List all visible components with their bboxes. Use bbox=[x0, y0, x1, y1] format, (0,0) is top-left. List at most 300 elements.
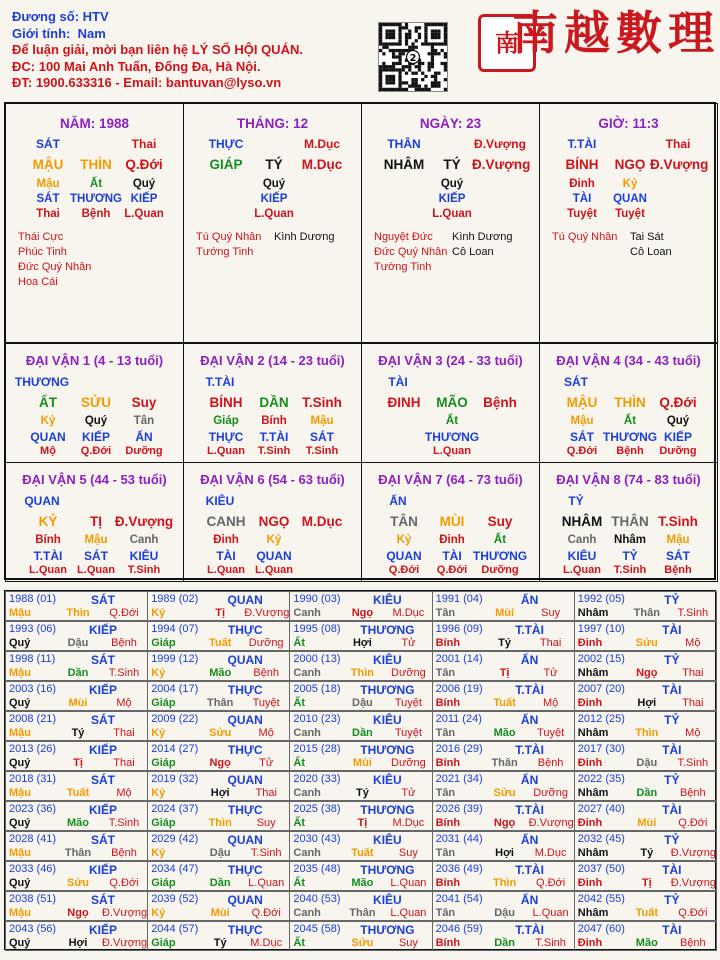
year-stem: Nhâm bbox=[577, 607, 609, 619]
year-stem: Quý bbox=[9, 697, 31, 709]
year-god: THỰC bbox=[227, 623, 263, 637]
year-stem: Tân bbox=[435, 787, 456, 799]
year-branch: Mão bbox=[493, 727, 516, 739]
year-god: THỰC bbox=[227, 743, 263, 757]
year-stage: Q.Đới bbox=[678, 907, 708, 919]
year-branch: Dần bbox=[636, 787, 658, 799]
year-cell bbox=[147, 831, 290, 861]
chart-grid bbox=[4, 102, 716, 580]
dai-van-hidden: Canh bbox=[129, 534, 159, 546]
star-item: Đức Quý Nhân bbox=[374, 246, 448, 258]
year-stem: Kỷ bbox=[151, 607, 166, 619]
year-cell bbox=[432, 891, 575, 921]
year-cell bbox=[432, 771, 575, 801]
contact-line-2: ĐC: 100 Mai Anh Tuấn, Đống Đa, Hà Nội. bbox=[12, 58, 261, 74]
year-god: THƯƠNG bbox=[360, 743, 415, 757]
year-god: ẤN bbox=[520, 593, 539, 607]
year-stage: L.Quan bbox=[390, 907, 427, 919]
dai-van-stages: T.Sinh bbox=[613, 564, 647, 576]
year-stage: Thai bbox=[682, 697, 704, 709]
year-stem: Tân bbox=[435, 847, 456, 859]
year-branch: Hợi bbox=[352, 637, 372, 649]
year-stage: L.Quan bbox=[532, 907, 569, 919]
stars-left bbox=[18, 230, 91, 290]
year-stem: Bính bbox=[435, 817, 461, 829]
year-branch: Dậu bbox=[67, 637, 89, 649]
year-cell bbox=[147, 741, 290, 771]
year-cell bbox=[147, 711, 290, 741]
pillar-value: Đ.Vượng bbox=[472, 157, 531, 172]
pillar-value: MẬU bbox=[32, 157, 64, 172]
year-label: 2020 (33) bbox=[293, 773, 341, 785]
dai-van-cell bbox=[361, 343, 540, 463]
year-god: SÁT bbox=[91, 713, 115, 727]
year-stem: Canh bbox=[293, 787, 321, 799]
year-branch: Sửu bbox=[66, 877, 90, 889]
dai-van-gods: QUAN bbox=[30, 430, 66, 444]
year-label: 2011 (24) bbox=[435, 713, 482, 725]
year-god: T.TÀI bbox=[515, 683, 544, 697]
dai-van-stages: Bệnh bbox=[664, 564, 692, 576]
year-stage: Tuyệt bbox=[394, 727, 422, 739]
year-branch: Hợi bbox=[68, 937, 88, 949]
year-branch: Mùi bbox=[495, 607, 515, 619]
dai-van-stages: L.Quan bbox=[255, 564, 293, 576]
pillar-title: GIỜ: 11:3 bbox=[598, 116, 659, 131]
year-stage: Dưỡng bbox=[391, 757, 426, 769]
dai-van-stages: Mộ bbox=[40, 445, 56, 457]
pillar-value: SÁT bbox=[36, 137, 60, 151]
year-label: 1996 (09) bbox=[435, 623, 483, 635]
pillar-title: NĂM: 1988 bbox=[59, 116, 130, 131]
dai-van-hidden: Tân bbox=[133, 415, 155, 427]
dai-van-row2: TỊ bbox=[90, 514, 102, 529]
dai-van-stages: Q.Đới bbox=[566, 445, 598, 457]
dai-van-hidden: Bính bbox=[35, 534, 61, 546]
pillar-value: Thai bbox=[36, 208, 60, 220]
dai-van-gods: THƯƠNG bbox=[472, 549, 528, 563]
year-stage: T.Sinh bbox=[677, 607, 709, 619]
dai-van-row2: Đ.Vượng bbox=[114, 514, 174, 529]
dai-van-row2: ẤT bbox=[39, 395, 57, 410]
dai-van-hidden: Kỷ bbox=[396, 534, 412, 546]
pillar-value: Q.Đới bbox=[125, 157, 163, 172]
qr-code-icon[interactable] bbox=[378, 22, 448, 92]
year-cell bbox=[574, 891, 717, 921]
year-label: 2002 (15) bbox=[577, 653, 625, 665]
year-god: KIẾP bbox=[88, 743, 117, 757]
year-stage: Đ.Vượng bbox=[244, 607, 290, 619]
year-branch: Tuất bbox=[66, 787, 90, 799]
year-cell bbox=[5, 771, 148, 801]
year-stage: Đ.Vượng bbox=[670, 847, 716, 859]
year-label: 2038 (51) bbox=[9, 893, 57, 905]
pillar-value: NHÂM bbox=[383, 157, 425, 172]
dai-van-row2: BÍNH bbox=[209, 395, 243, 410]
year-stem: Bính bbox=[435, 937, 461, 949]
year-branch: Thân bbox=[491, 757, 518, 769]
stars-right bbox=[274, 230, 334, 245]
dai-van-title: ĐẠI VẬN 8 (74 - 83 tuổi) bbox=[556, 472, 701, 487]
dai-van-stages: T.Sinh bbox=[305, 445, 339, 457]
star-item: Cô Loan bbox=[630, 246, 672, 258]
year-cell bbox=[147, 591, 290, 621]
year-branch: Mão bbox=[209, 667, 232, 679]
star-item: Tai Sát bbox=[630, 231, 664, 243]
year-label: 2035 (48) bbox=[293, 863, 341, 875]
year-stage: M.Dục bbox=[392, 607, 425, 619]
year-cell bbox=[574, 921, 717, 951]
year-stem: Nhâm bbox=[577, 847, 609, 859]
year-label: 2021 (34) bbox=[435, 773, 483, 785]
year-branch: Thìn bbox=[350, 667, 374, 679]
year-label: 2007 (20) bbox=[577, 683, 625, 695]
dai-van-gods: QUAN bbox=[386, 549, 422, 563]
year-cell bbox=[289, 621, 432, 651]
year-cell bbox=[574, 681, 717, 711]
gioi-tinh-value: Nam bbox=[77, 25, 106, 41]
year-branch: Thân bbox=[349, 907, 376, 919]
star-item: Đức Quý Nhân bbox=[18, 261, 92, 273]
dai-van-title: ĐẠI VẬN 3 (24 - 33 tuổi) bbox=[378, 353, 523, 368]
year-label: 1994 (07) bbox=[151, 623, 199, 635]
year-stem: Quý bbox=[9, 637, 31, 649]
year-cell bbox=[5, 651, 148, 681]
dai-van-cell bbox=[539, 462, 718, 582]
year-label: 1990 (03) bbox=[293, 593, 341, 605]
year-branch: Sửu bbox=[493, 787, 516, 799]
year-label: 2024 (37) bbox=[151, 803, 199, 815]
year-god: THỰC bbox=[227, 863, 263, 877]
dai-van-row2: Q.Đới bbox=[659, 395, 697, 410]
year-stage: L.Quan bbox=[248, 877, 285, 889]
pillar-value: Ất bbox=[89, 178, 103, 190]
pillar-value: KIẾP bbox=[260, 193, 288, 205]
dai-van-gods: SÁT bbox=[84, 549, 108, 563]
dai-van-stages: L.Quan bbox=[563, 564, 601, 576]
dai-van-title: ĐẠI VẬN 6 (54 - 63 tuổi) bbox=[200, 472, 345, 487]
dai-van-row2: MÃO bbox=[436, 395, 468, 410]
stars-right bbox=[630, 230, 672, 260]
year-god: KIÊU bbox=[373, 653, 402, 667]
year-stage: Thai bbox=[255, 787, 277, 799]
stars-left bbox=[552, 230, 617, 245]
year-cell bbox=[5, 711, 148, 741]
dai-van-stages: T.Sinh bbox=[127, 564, 161, 576]
contact-line-3[interactable]: ĐT: 1900.633316 - Email: bantuvan@lyso.vn bbox=[12, 75, 282, 91]
year-stem: Giáp bbox=[151, 757, 176, 769]
year-label: 2037 (50) bbox=[577, 863, 625, 875]
pillar-value: QUAN bbox=[613, 193, 647, 205]
year-cell bbox=[5, 621, 148, 651]
seal-text: 南 bbox=[495, 28, 519, 57]
dai-van-title: ĐẠI VẬN 5 (44 - 53 tuổi) bbox=[22, 472, 167, 487]
year-stem: Canh bbox=[293, 607, 321, 619]
year-stage: Bệnh bbox=[679, 787, 706, 799]
year-god: TÀI bbox=[662, 923, 682, 937]
dai-van-row2: THÂN bbox=[611, 514, 649, 529]
year-god: TỶ bbox=[664, 893, 680, 907]
year-branch: Mùi bbox=[352, 757, 372, 769]
year-stem: Quý bbox=[9, 877, 31, 889]
pillar-value: NGỌ bbox=[614, 157, 646, 172]
year-god: TÀI bbox=[662, 863, 682, 877]
dai-van-hidden: Mậu bbox=[570, 415, 594, 427]
year-stem: Ất bbox=[293, 757, 305, 769]
year-stem: Ất bbox=[293, 637, 305, 649]
year-stem: Tân bbox=[435, 607, 456, 619]
pillar-value: Thai bbox=[665, 137, 691, 151]
pillar-value: THÂN bbox=[387, 137, 421, 151]
year-god: TÀI bbox=[662, 803, 682, 817]
year-stem: Quý bbox=[9, 937, 31, 949]
year-label: 2001 (14) bbox=[435, 653, 483, 665]
year-branch: Tị bbox=[641, 877, 652, 889]
year-stage: L.Quan bbox=[390, 877, 427, 889]
stars-left bbox=[374, 230, 447, 275]
year-god: TỶ bbox=[664, 653, 680, 667]
dai-van-stages: L.Quan bbox=[433, 445, 471, 457]
year-branch: Thìn bbox=[635, 727, 659, 739]
dai-van-hidden: Kỷ bbox=[266, 534, 282, 546]
dai-van-gods: KIẾP bbox=[81, 430, 110, 444]
year-branch: Mùi bbox=[68, 697, 88, 709]
year-stage: Mộ bbox=[116, 697, 132, 709]
year-stage: Mộ bbox=[542, 697, 559, 709]
year-label: 2030 (43) bbox=[293, 833, 341, 845]
year-god: KIÊU bbox=[373, 833, 402, 847]
year-cell bbox=[289, 741, 432, 771]
pillar-value: SÁT bbox=[36, 193, 60, 205]
year-cell bbox=[574, 651, 717, 681]
year-label: 2045 (58) bbox=[293, 923, 341, 935]
year-cell bbox=[289, 711, 432, 741]
dai-van-gods: TỶ bbox=[622, 549, 638, 563]
dai-van-stages: T.Sinh bbox=[257, 445, 291, 457]
year-label: 2027 (40) bbox=[577, 803, 625, 815]
dai-van-hidden: Ất bbox=[623, 415, 637, 427]
pillar-cell bbox=[5, 103, 184, 343]
dai-van-top-god: KIÊU bbox=[205, 494, 235, 508]
year-stage: Q.Đới bbox=[251, 907, 281, 919]
year-branch: Tuất bbox=[208, 637, 232, 649]
star-item: Tướng Tinh bbox=[196, 246, 254, 258]
year-stem: Đinh bbox=[577, 817, 603, 829]
year-branch: Mão bbox=[351, 877, 374, 889]
star-item: Thái Cực bbox=[18, 231, 64, 243]
year-label: 2000 (13) bbox=[293, 653, 341, 665]
dai-van-gods: THƯƠNG bbox=[602, 430, 658, 444]
dai-van-stages: Dưỡng bbox=[659, 445, 697, 457]
year-label: 2040 (53) bbox=[293, 893, 341, 905]
year-cell bbox=[147, 861, 290, 891]
dai-van-hidden: Mậu bbox=[666, 534, 690, 546]
year-branch: Thân bbox=[207, 697, 234, 709]
year-label: 2005 (18) bbox=[293, 683, 341, 695]
year-god: SÁT bbox=[91, 773, 115, 787]
pillar-title: NGÀY: 23 bbox=[419, 116, 482, 131]
dai-van-top-god: THƯƠNG bbox=[14, 375, 70, 389]
dai-van-hidden: Mậu bbox=[310, 415, 334, 427]
pillar-cell bbox=[539, 103, 718, 343]
year-stem: Mậu bbox=[9, 667, 31, 679]
year-stem: Nhâm bbox=[577, 787, 609, 799]
dai-van-hidden: Đinh bbox=[439, 534, 465, 546]
stars-right bbox=[452, 230, 512, 260]
dai-van-gods: KIẾP bbox=[663, 430, 692, 444]
year-god: QUAN bbox=[227, 833, 263, 847]
year-branch: Ngọ bbox=[67, 907, 89, 919]
year-stage: Q.Đới bbox=[109, 607, 139, 619]
pillar-value: L.Quan bbox=[254, 208, 294, 220]
year-stage: Thai bbox=[113, 727, 135, 739]
year-branch: Dậu bbox=[352, 697, 373, 709]
year-label: 2041 (54) bbox=[435, 893, 483, 905]
year-cell bbox=[432, 591, 575, 621]
year-stem: Đinh bbox=[577, 757, 603, 769]
year-stage: T.Sinh bbox=[677, 757, 709, 769]
year-branch: Dần bbox=[67, 667, 89, 679]
dai-van-gods: ẤN bbox=[135, 430, 153, 444]
year-branch: Tuất bbox=[635, 907, 658, 919]
year-stage: Bệnh bbox=[537, 757, 564, 769]
year-branch: Tuất bbox=[351, 847, 374, 859]
dai-van-row2: NHÂM bbox=[561, 514, 603, 529]
year-stem: Mậu bbox=[9, 727, 31, 739]
year-stage: Tuyệt bbox=[394, 697, 422, 709]
dai-van-row2: MẬU bbox=[566, 395, 598, 410]
dai-van-row2: M.Dục bbox=[301, 514, 343, 529]
year-cell bbox=[289, 771, 432, 801]
dai-van-gods: THƯƠNG bbox=[424, 430, 480, 444]
year-branch: Ngọ bbox=[636, 667, 658, 679]
year-cell bbox=[147, 651, 290, 681]
year-label: 1998 (11) bbox=[9, 653, 56, 665]
star-item: Hoa Cái bbox=[18, 276, 58, 288]
dai-van-gods: THỰC bbox=[208, 430, 244, 444]
year-stage: M.Dục bbox=[392, 817, 425, 829]
year-god: SÁT bbox=[91, 653, 115, 667]
year-cell bbox=[5, 891, 148, 921]
year-stage: Bệnh bbox=[111, 847, 137, 859]
year-cell bbox=[432, 921, 575, 951]
dai-van-cell bbox=[183, 343, 362, 463]
dai-van-hidden: Canh bbox=[567, 534, 597, 546]
year-cell bbox=[5, 801, 148, 831]
year-god: KIẾP bbox=[88, 803, 117, 817]
dai-van-gods: T.TÀI bbox=[33, 549, 63, 563]
year-label: 2019 (32) bbox=[151, 773, 199, 785]
year-cell bbox=[574, 861, 717, 891]
star-item: Tú Quý Nhân bbox=[196, 231, 262, 243]
year-cell bbox=[289, 921, 432, 951]
year-cell bbox=[147, 621, 290, 651]
year-label: 2017 (30) bbox=[577, 743, 625, 755]
dai-van-top-god: T.TÀI bbox=[205, 375, 235, 389]
year-label: 2029 (42) bbox=[151, 833, 199, 845]
dai-van-hidden: Ất bbox=[493, 534, 507, 546]
year-stem: Đinh bbox=[577, 697, 603, 709]
year-god: T.TÀI bbox=[515, 623, 544, 637]
year-stem: Canh bbox=[293, 907, 321, 919]
year-label: 2009 (22) bbox=[151, 713, 199, 725]
dai-van-stages: Bệnh bbox=[616, 445, 644, 457]
year-label: 1988 (01) bbox=[9, 593, 57, 605]
year-stem: Giáp bbox=[151, 817, 176, 829]
dai-van-stages: Q.Đới bbox=[388, 564, 420, 576]
year-stage: T.Sinh bbox=[250, 847, 282, 859]
dai-van-title: ĐẠI VẬN 1 (4 - 13 tuổi) bbox=[25, 353, 164, 368]
year-god: KIÊU bbox=[373, 773, 402, 787]
year-stage: Q.Đới bbox=[678, 817, 708, 829]
year-stage: Suy bbox=[541, 607, 561, 619]
dai-van-top-god: TỶ bbox=[568, 494, 584, 508]
dai-van-hidden: Kỷ bbox=[40, 415, 56, 427]
year-god: THƯƠNG bbox=[360, 863, 415, 877]
year-stage: Dưỡng bbox=[533, 787, 568, 799]
year-branch: Dần bbox=[352, 727, 373, 739]
year-god: QUAN bbox=[227, 653, 263, 667]
year-stage: Suy bbox=[398, 937, 418, 949]
year-cell bbox=[432, 621, 575, 651]
dai-van-stages: L.Quan bbox=[207, 445, 245, 457]
year-god: SÁT bbox=[91, 593, 115, 607]
year-stage: Bệnh bbox=[679, 937, 706, 949]
dai-van-hidden: Đinh bbox=[213, 534, 239, 546]
dai-van-row2: T.Sinh bbox=[658, 514, 698, 529]
year-branch: Hợi bbox=[210, 787, 230, 799]
year-branch: Thìn bbox=[66, 607, 90, 619]
contact-line-1: Để luận giải, mời bạn liên hệ LÝ SỐ HỘI QUÁN. bbox=[12, 42, 303, 58]
star-item: Kình Dương bbox=[274, 231, 335, 243]
year-stem: Mậu bbox=[9, 787, 31, 799]
year-cell bbox=[5, 861, 148, 891]
year-label: 1992 (05) bbox=[577, 593, 625, 605]
year-label: 2044 (57) bbox=[151, 923, 199, 935]
year-branch: Tị bbox=[73, 757, 83, 769]
year-branch: Mão bbox=[67, 817, 89, 829]
year-god: ẤN bbox=[520, 713, 539, 727]
year-god: ẤN bbox=[520, 833, 539, 847]
year-label: 2026 (39) bbox=[435, 803, 483, 815]
year-cell bbox=[289, 651, 432, 681]
year-cell bbox=[289, 681, 432, 711]
year-stage: Tử bbox=[401, 637, 416, 649]
dai-van-row2: KỶ bbox=[38, 514, 58, 529]
year-god: KIÊU bbox=[373, 713, 402, 727]
year-god: T.TÀI bbox=[515, 803, 544, 817]
year-label: 2016 (29) bbox=[435, 743, 483, 755]
dai-van-hidden: Ất bbox=[445, 415, 459, 427]
dai-van-row2: ĐINH bbox=[387, 395, 421, 410]
dai-van-gods: QUAN bbox=[256, 549, 292, 563]
star-item: Kình Dương bbox=[452, 231, 513, 243]
star-item: Phúc Tinh bbox=[18, 246, 67, 258]
year-stage: Tử bbox=[259, 757, 274, 769]
year-stage: Thai bbox=[113, 757, 135, 769]
dai-van-row2: TÂN bbox=[390, 514, 418, 529]
pillar-value: Tuyệt bbox=[615, 208, 645, 220]
dai-van-row2: CANH bbox=[206, 514, 246, 529]
dai-van-top-god: ẤN bbox=[389, 494, 407, 508]
year-stem: Đinh bbox=[577, 877, 603, 889]
year-stem: Nhâm bbox=[577, 667, 609, 679]
year-god: TỶ bbox=[664, 593, 680, 607]
year-god: KIẾP bbox=[88, 863, 117, 877]
year-branch: Ngọ bbox=[493, 817, 516, 829]
dai-van-stages: Q.Đới bbox=[436, 564, 468, 576]
year-branch: Hợi bbox=[495, 847, 514, 859]
